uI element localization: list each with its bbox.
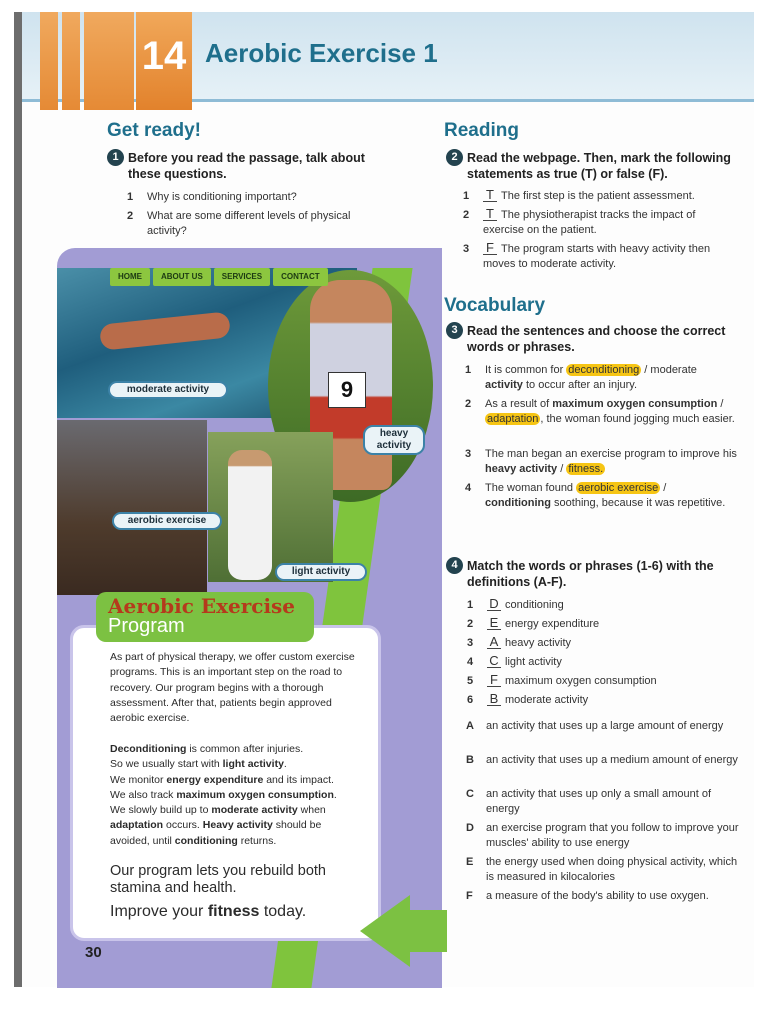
key-term: Deconditioning [110,743,187,755]
text: We slowly build up to [110,804,212,817]
item-number: 1 [463,190,470,202]
answer-blank: B [487,693,501,706]
item-number: 4 [467,656,474,668]
item-text: The physiotherapist tracks the impact of exercise on the patient. [483,209,696,236]
item-number: 2 [467,618,474,630]
vocabulary-heading: Vocabulary [444,295,546,316]
item-number: 2 [465,398,472,410]
key-term: maximum oxygen consumption [176,788,334,801]
item-text: energy expenditure [505,618,600,630]
question-number-badge: 3 [446,322,463,339]
label-moderate-activity: moderate activity [108,381,228,399]
vocabulary-q3-instruction [451,323,745,355]
text: It is common for [485,364,567,376]
choice-term: maximum oxygen consumption [552,398,718,410]
definition-letter: F [466,890,473,902]
item-text: What are some different levels of physical activity? [147,210,351,237]
label-heavy-activity: heavy activity [363,425,425,455]
definition-letter: A [466,720,474,732]
answer-blank: T [483,189,497,202]
choice-term: conditioning [485,497,551,509]
key-term: Heavy activity [202,819,273,832]
item-text: maximum oxygen consumption [505,675,657,687]
text: should be [272,819,322,832]
true-false-item [463,206,738,238]
true-false-item [463,240,738,272]
orange-tab-decoration [40,12,58,110]
instruction-text: Read the sentences and choose the correct words or phrases. [467,324,726,354]
definition-item [466,889,741,904]
green-arrow-tail [405,910,447,952]
website-nav [110,268,328,286]
text: occurs. [163,819,203,832]
definition-letter: E [466,856,474,868]
item-text: The first step is the patient assessment. [501,190,695,202]
vocab-sentence [465,447,740,477]
nav-contact: CONTACT [273,268,328,286]
green-arrow-icon [360,895,410,967]
definition-text: an activity that uses up a medium amount of energy [486,754,738,766]
text: is common after injuries. [186,743,304,755]
match-item [467,672,737,689]
text: So we usually start with [110,758,223,771]
item-number: 2 [463,209,470,221]
text: and its impact. [263,773,334,786]
definition-text: an activity that uses up only a small amount of energy [486,788,712,815]
item-number: 4 [465,482,472,494]
label-aerobic-exercise: aerobic exercise [112,512,222,530]
nav-services: SERVICES [214,268,270,286]
answer-blank: E [487,617,501,630]
get-ready-heading: Get ready! [107,120,201,141]
definition-letter: C [466,788,474,800]
item-number: 2 [127,210,134,222]
program-title-line1: Aerobic Exercise [108,594,296,618]
answer-blank: F [487,674,501,687]
item-text: conditioning [505,599,564,611]
program-paragraph-2 [110,742,372,849]
item-text: moderate activity [505,694,589,706]
match-item [467,691,737,708]
question-number-badge: 2 [446,149,463,166]
definition-item [466,821,741,851]
instruction-text: Before you read the passage, talk about these questions. [128,151,365,181]
reading-heading: Reading [444,120,519,141]
definition-text: the energy used when doing physical activity, which is measured in kilocalories [486,856,738,883]
text: / [660,482,667,494]
true-false-item [463,187,738,204]
key-term: conditioning [174,834,238,847]
vocab-sentence [465,363,740,393]
question-number-badge: 1 [107,149,124,166]
item-number: 1 [467,599,474,611]
key-term: energy expenditure [166,773,264,786]
choice-term: activity [485,379,523,391]
item-number: 3 [465,448,472,460]
item-number: 6 [467,694,474,706]
reading-instruction [451,150,742,182]
match-item [467,634,737,651]
vocabulary-q4-instruction [451,558,745,590]
item-text: heavy activity [505,637,572,649]
text: The man began an exercise program to improve his [485,448,737,460]
instruction-text: Match the words or phrases (1-6) with the definitions (A-F). [467,559,714,589]
text: avoided, until [110,834,175,847]
text: returns. [237,834,277,847]
text: to occur after an injury. [522,379,638,391]
page-number: 30 [85,944,102,961]
text: , the woman found jogging much easier. [540,413,735,425]
item-text: The program starts with heavy activity then moves to moderate activity. [483,243,711,270]
highlighted-answer: fitness. [568,463,604,475]
item-number: 1 [127,191,134,203]
answer-blank: T [483,208,497,221]
walker-figure [228,450,272,580]
text: / [717,398,724,410]
unit-number: 14 [136,12,192,110]
nav-about-us: ABOUT US [153,268,211,286]
list-item [127,190,397,205]
question-number-badge: 4 [446,557,463,574]
answer-blank: C [487,655,501,668]
definition-item [466,855,741,885]
definition-text: an exercise program that you follow to improve your muscles' ability to use energy [486,822,739,849]
text: / moderate [641,364,697,376]
match-item [467,653,737,670]
text: soothing, because it was repetitive. [550,497,726,509]
text: today. [259,903,307,920]
runner-bib: 9 [328,372,366,408]
nav-home: HOME [110,268,150,286]
orange-tab-decoration [62,12,80,110]
highlighted-answer: aerobic exercise [578,482,659,494]
program-closing-1: Our program lets you rebuild both stamina and health. [110,863,326,896]
book-spine [14,12,22,987]
key-term: fitness [207,903,260,920]
program-closing-2 [110,903,370,920]
match-item [467,615,737,632]
list-item [127,209,392,239]
aerobic-class-photo [57,420,207,595]
definition-item [466,753,741,768]
text: Improve your [110,903,208,920]
definition-text: an activity that uses up a large amount of energy [486,720,724,732]
definition-item [466,719,741,734]
item-number: 5 [467,675,474,687]
definition-item [466,787,741,817]
key-term: light activity [222,758,284,771]
item-number: 1 [465,364,472,376]
answer-blank: D [487,598,501,611]
text: The woman found [485,482,577,494]
key-term: adaptation [110,819,164,832]
text: when [297,804,326,817]
text: / [557,463,567,475]
definition-letter: B [466,754,474,766]
answer-blank: F [483,242,497,255]
answer-blank: A [487,636,501,649]
program-title-banner [96,592,314,642]
definition-letter: D [466,822,474,834]
unit-title: Aerobic Exercise 1 [205,38,438,68]
text: As a result of [485,398,553,410]
highlighted-answer: adaptation [487,413,539,425]
text: We also track [110,788,177,801]
item-text: Why is conditioning important? [147,191,297,203]
choice-term: heavy activity [485,463,558,475]
vocab-sentence [465,397,740,427]
match-item [467,596,737,613]
item-text: light activity [505,656,562,668]
vocab-sentence [465,481,740,511]
label-light-activity: light activity [275,563,367,581]
definition-text: a measure of the body's ability to use oxygen. [486,890,709,902]
program-paragraph-1: As part of physical therapy, we offer custom exercise programs. This is an important step on the road to recovery. Our program begins with a thorough assessment. After that, patients begin approved aerobic exercise. [110,651,355,725]
highlighted-answer: deconditioning [568,364,640,376]
item-number: 3 [463,243,470,255]
text: . [283,758,287,771]
key-term: moderate activity [211,804,298,817]
get-ready-instruction [112,150,393,182]
text: . [333,788,337,801]
instruction-text: Read the webpage. Then, mark the following statements as true (T) or false (F). [467,151,731,181]
orange-tab-decoration [84,12,134,110]
item-number: 3 [467,637,474,649]
text: We monitor [110,773,167,786]
program-title-line2: Program [108,615,185,637]
